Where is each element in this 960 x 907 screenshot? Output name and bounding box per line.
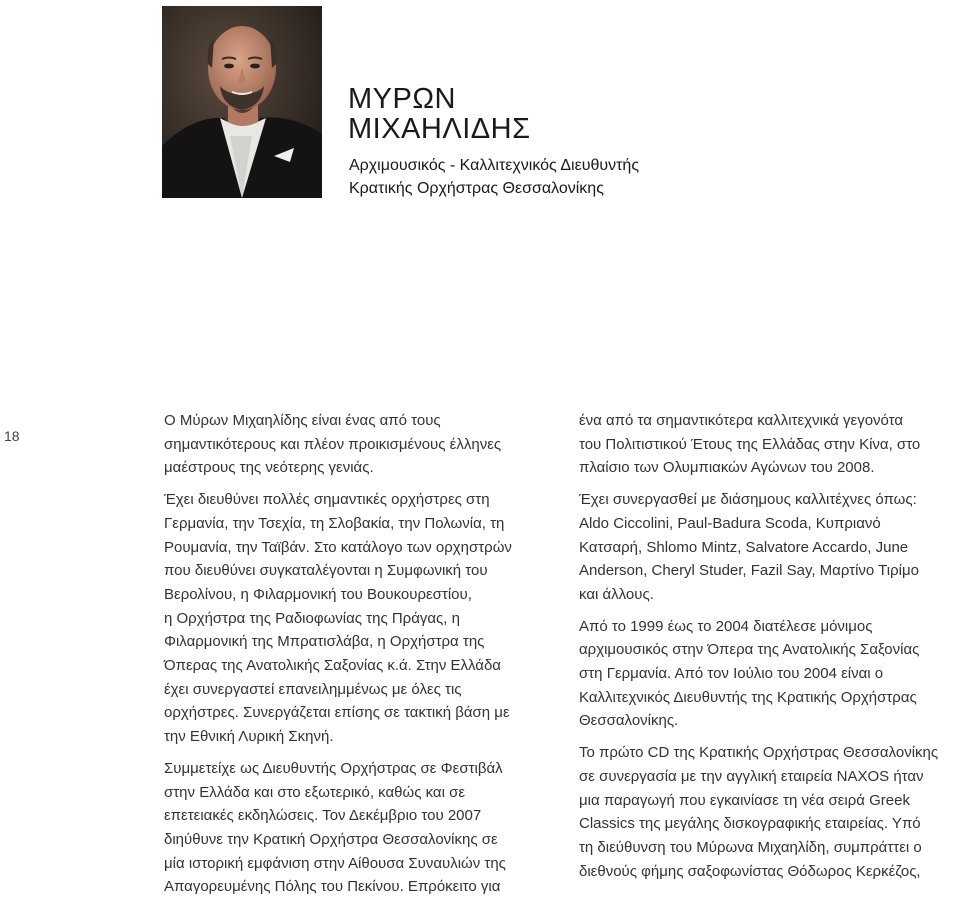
text-line: Απαγορευμένης Πόλης του Πεκίνου. Επρόκειτο για (164, 878, 501, 896)
paragraph (579, 409, 960, 480)
page-number: 18 (4, 428, 20, 444)
text-line: Καλλιτεχνικός Διευθυντής της Κρατικής Ορχήστρας (579, 688, 917, 706)
text-line: την Εθνική Λυρική Σκηνή. (164, 728, 334, 746)
text-line: Φιλαρμονική της Μπρατισλάβα, η Ορχήστρα της (164, 633, 485, 651)
left-text-column (164, 409, 544, 907)
conductor-title (349, 154, 639, 200)
text-line: στην Ελλάδα και στο εξωτερικό, καθώς και σε (164, 783, 466, 801)
paragraph (164, 488, 544, 749)
text-line: και άλλους. (579, 585, 654, 603)
paragraph (579, 488, 960, 607)
text-line: αρχιμουσικός στην Όπερα της Ανατολικής Σαξονίας (579, 641, 920, 659)
portrait-photo (162, 6, 322, 198)
text-line: Συμμετείχε ως Διευθυντής Ορχήστρας σε Φεστιβάλ (164, 759, 503, 777)
paragraph (164, 409, 544, 480)
text-line: μια παραγωγή που εγκαινίασε τη νέα σειρά Greek (579, 791, 910, 809)
text-line: Aldo Ciccolini, Paul-Badura Scoda, Κυπριανό (579, 514, 881, 532)
subtitle-line-2: Κρατικής Ορχήστρας Θεσσαλονίκης (349, 180, 604, 197)
text-line: Κατσαρή, Shlomo Mintz, Salvatore Accardo, June (579, 538, 909, 556)
text-line: έχει συνεργαστεί επανειλημμένως με όλες τις (164, 680, 462, 698)
conductor-name (348, 84, 531, 144)
text-line: Όπερας της Ανατολικής Σαξονίας κ.ά. Στην Ελλάδα (164, 657, 501, 675)
text-line: Anderson, Cheryl Studer, Fazil Say, Μαρτίνο Τιρίμο (579, 562, 919, 580)
text-line: ένα από τα σημαντικότερα καλλιτεχνικά γεγονότα (579, 412, 904, 429)
text-line: στη Γερμανία. Από τον Ιούλιο του 2004 είναι ο (579, 665, 884, 683)
subtitle-line-1: Αρχιμουσικός - Καλλιτεχνικός Διευθυντής (349, 157, 640, 174)
text-line: σημαντικότερους και πλέον προικισμένους έλληνες (164, 435, 502, 453)
name-line-2: ΜΙΧΑΗΛΙΔΗΣ (348, 113, 531, 145)
text-line: σε συνεργασία με την αγγλική εταιρεία NAXOS ήταν (579, 767, 924, 785)
text-line: Θεσσαλονίκης. (579, 712, 679, 730)
text-line: επετειακές εκδηλώσεις. Τον Δεκέμβριο του 2007 (164, 807, 482, 825)
right-text-column (579, 409, 960, 891)
paragraph (164, 757, 544, 899)
text-line: μία ιστορική εμφάνιση στην Αίθουσα Συναυλιών της (164, 854, 506, 872)
text-line: Classics της μεγάλης δισκογραφικής εταιρείας. Υπό (579, 815, 921, 833)
text-line: η Ορχήστρα της Ραδιοφωνίας της Πράγας, η (164, 609, 460, 627)
text-line: πλαίσιο των Ολυμπιακών Αγώνων του 2008. (579, 459, 875, 477)
paragraph (579, 615, 960, 734)
text-line: Το πρώτο CD της Κρατικής Ορχήστρας Θεσσαλονίκης (579, 744, 939, 762)
text-line: μαέστρους της νεότερης γενιάς. (164, 459, 374, 477)
text-line: διεθνούς φήμης σαξοφωνίστας Θόδωρος Κερκέζος, (579, 862, 921, 880)
text-line: ορχήστρες. Συνεργάζεται επίσης σε τακτική βάση με (164, 704, 510, 722)
text-line: Έχει διευθύνει πολλές σημαντικές ορχήστρες στη (164, 491, 490, 509)
text-line: Ο Μύρων Μιχαηλίδης είναι ένας από τους (164, 412, 441, 429)
paragraph (579, 741, 960, 883)
text-line: Γερμανία, την Τσεχία, τη Σλοβακία, την Πολωνία, τη (164, 514, 505, 532)
text-line: Από το 1999 έως το 2004 διατέλεσε μόνιμος (579, 617, 873, 635)
text-line: διηύθυνε την Κρατική Ορχήστρα Θεσσαλονίκης σε (164, 830, 498, 848)
text-line: Ρουμανία, την Ταϊβάν. Στο κατάλογο των ορχηστρών (164, 538, 512, 556)
name-line-1: ΜΥΡΩΝ (348, 83, 456, 115)
text-line: Βερολίνου, η Φιλαρμονική του Βουκουρεστίου, (164, 585, 472, 603)
text-line: τη διεύθυνση του Μύρωνα Μιχαηλίδη, συμπράττει ο (579, 838, 922, 856)
text-line: του Πολιτιστικού Έτους της Ελλάδας στην Κίνα, στο (579, 435, 921, 453)
text-line: που διευθύνει συγκαταλέγονται η Συμφωνική του (164, 562, 488, 580)
text-line: Έχει συνεργασθεί με διάσημους καλλιτέχνες όπως: (579, 491, 917, 509)
